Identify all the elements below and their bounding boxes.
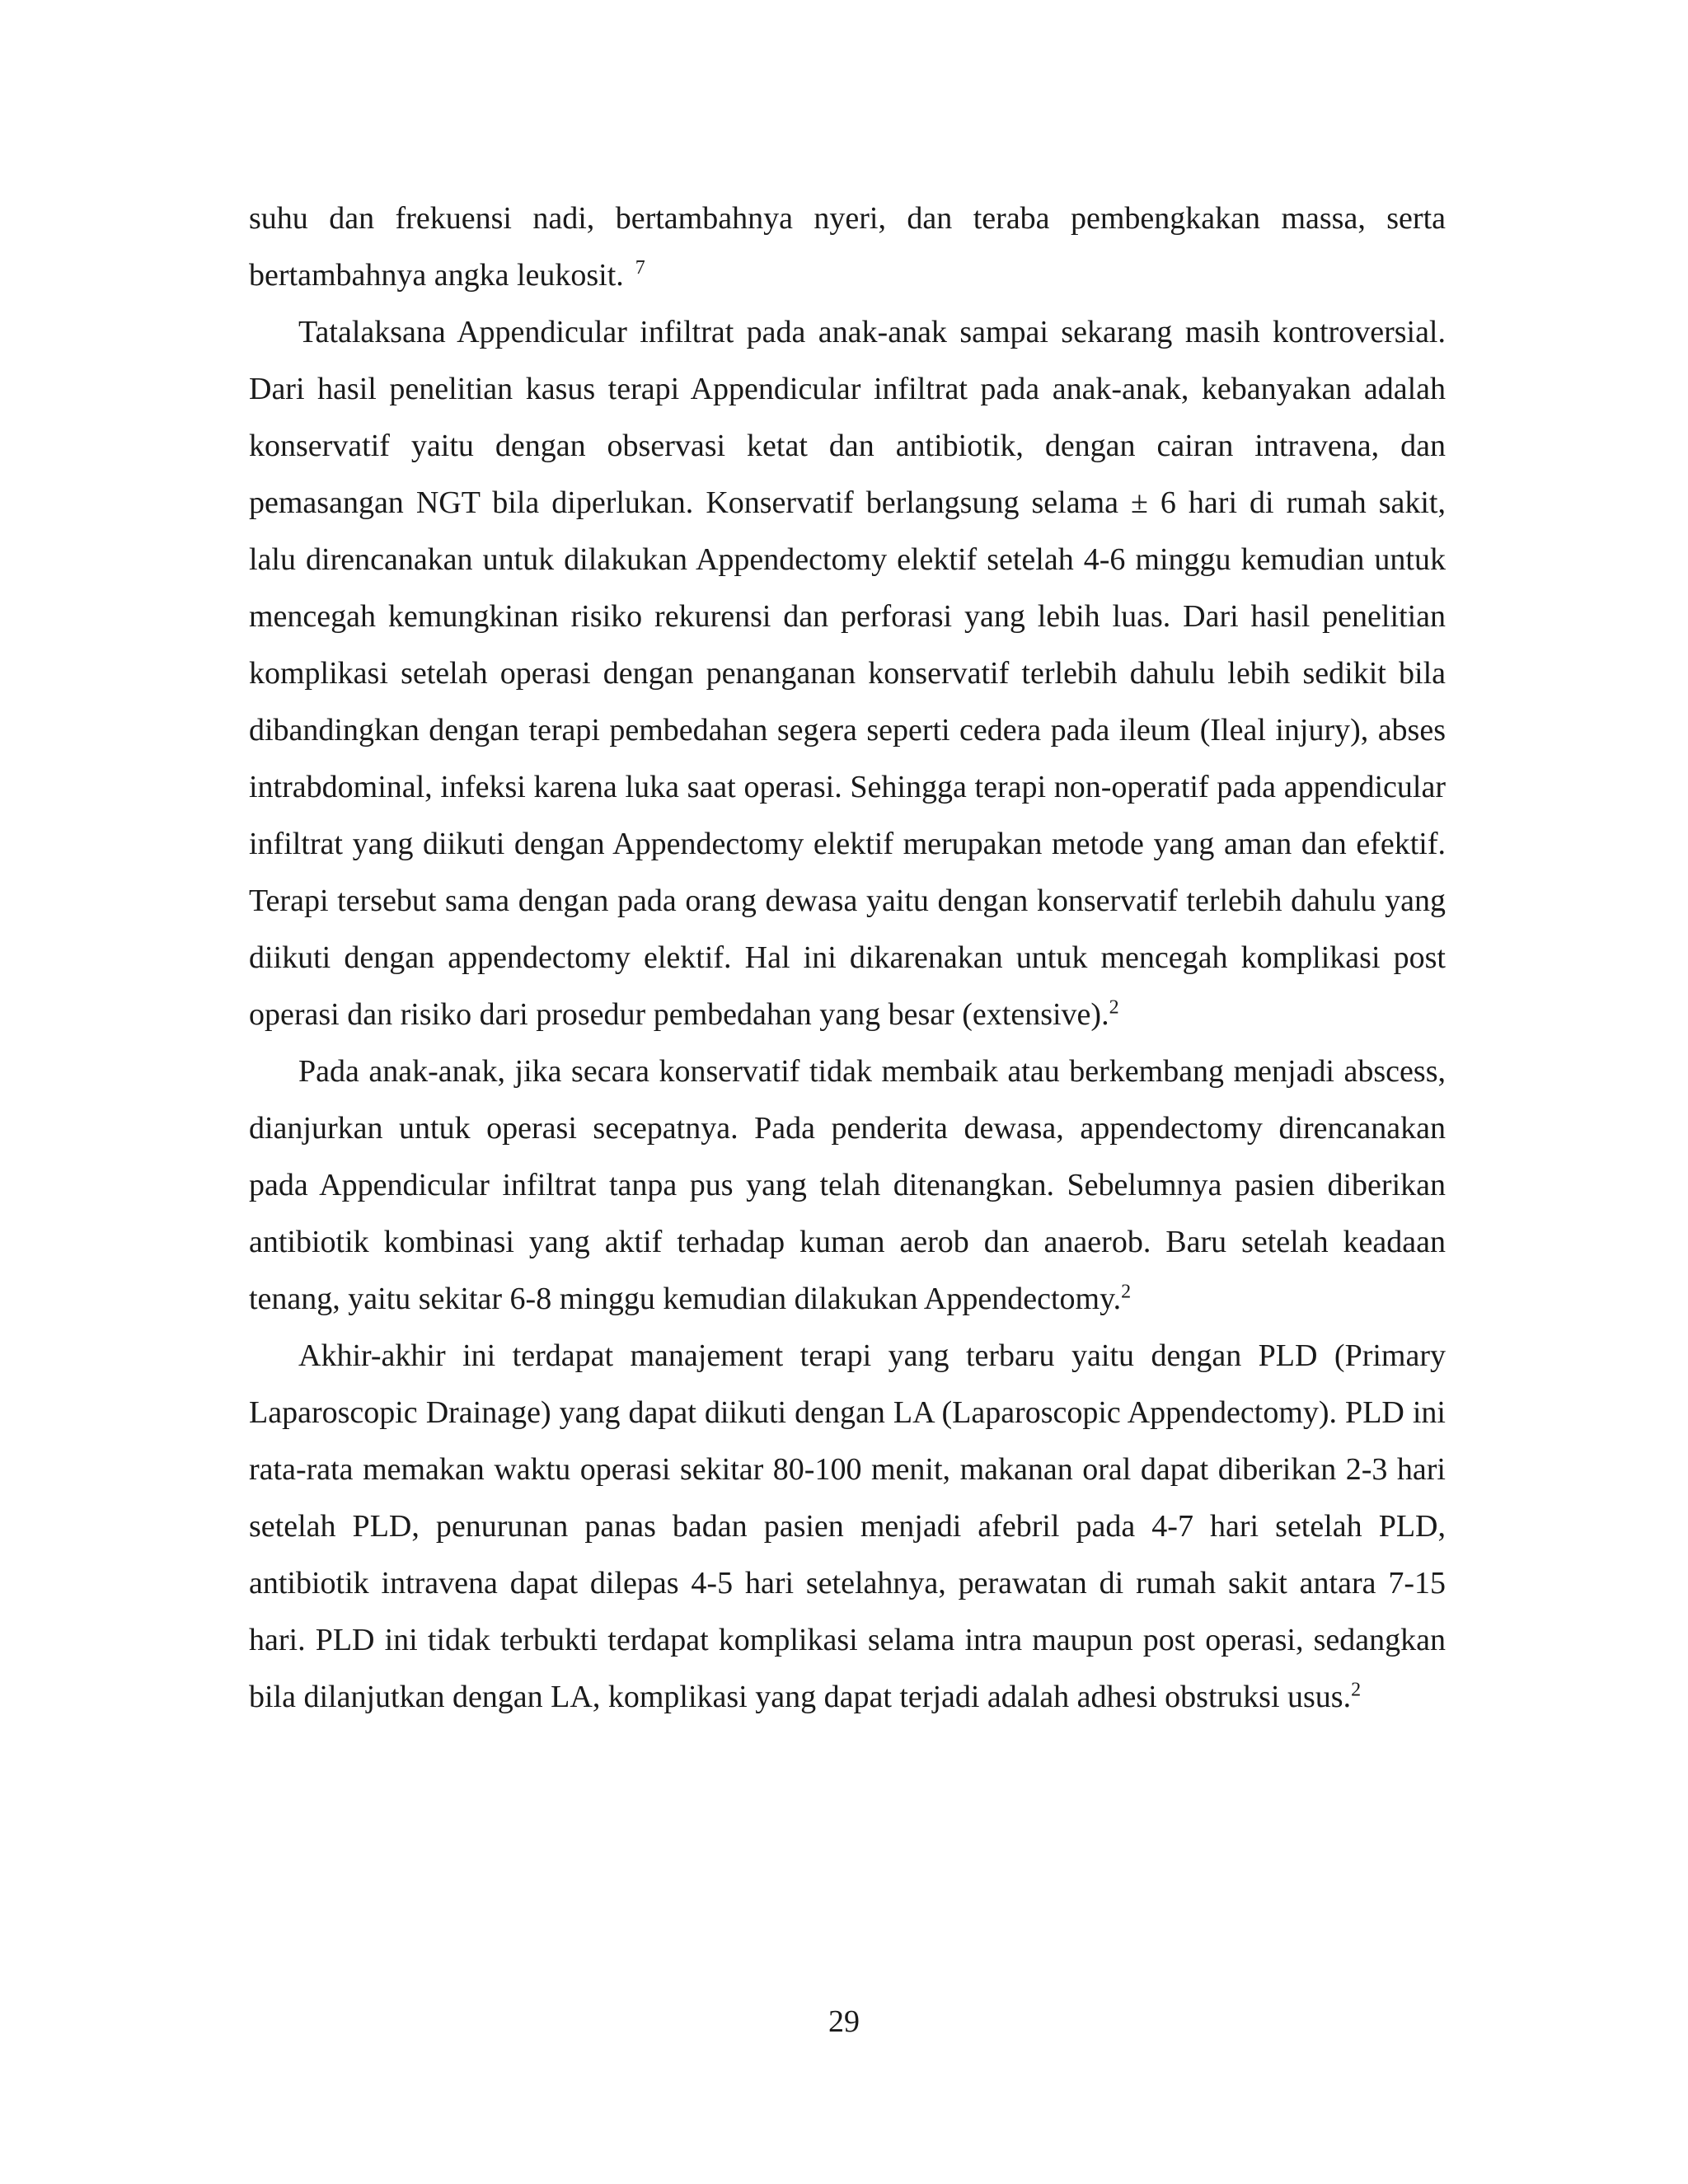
paragraph-pld	[249, 1328, 1446, 1726]
page-number: 29	[828, 2004, 860, 2039]
paragraph-continuation	[249, 190, 1446, 304]
paragraph-text: Tatalaksana Appendicular infiltrat pada anak-anak sampai sekarang masih kontroversial. Dari hasil penelitian kasus terapi Appendicular infiltrat pada anak-anak, kebanyakan adalah konservatif yaitu dengan observasi ketat dan antibiotik, dengan cairan intravena, dan pemasangan NGT bila diperlukan. Konservatif berlangsung selama ± 6 hari di rumah sakit, lalu direncanakan untuk dilakukan Appendectomy elektif setelah 4-6 minggu kemudian untuk mencegah kemungkinan risiko rekurensi dan perforasi yang lebih luas. Dari hasil penelitian komplikasi setelah operasi dengan penanganan konservatif terlebih dahulu lebih sedikit bila dibandingkan dengan terapi pembedahan segera seperti cedera pada ileum (Ileal injury), abses intrabdominal, infeksi karena luka saat operasi. Sehingga terapi non-operatif pada appendicular infiltrat yang diikuti dengan Appendectomy elektif merupakan metode yang aman dan efektif. Terapi tersebut sama dengan pada orang dewasa yaitu dengan konservatif terlebih dahulu yang diikuti dengan appendectomy elektif. Hal ini dikarenakan untuk mencegah komplikasi post operasi dan risiko dari prosedur pembedahan yang besar (extensive).	[249, 315, 1446, 1032]
paragraph-text: Pada anak-anak, jika secara konservatif tidak membaik atau berkembang menjadi abscess, dianjurkan untuk operasi secepatnya. Pada penderita dewasa, appendectomy direncanakan pada Appendicular infiltrat tanpa pus yang telah ditenangkan. Sebelumnya pasien diberikan antibiotik kombinasi yang aktif terhadap kuman aerob dan anaerob. Baru setelah keadaan tenang, yaitu sekitar 6-8 minggu kemudian dilakukan Appendectomy.	[249, 1054, 1446, 1316]
citation-reference: 2	[1351, 1679, 1362, 1701]
citation-reference: 7	[635, 257, 645, 279]
paragraph-text: suhu dan frekuensi nadi, bertambahnya nyeri, dan teraba pembengkakan massa, serta bertambahnya angka leukosit.	[249, 201, 1446, 293]
paragraph-text: Akhir-akhir ini terdapat manajement terapi yang terbaru yaitu dengan PLD (Primary Laparoscopic Drainage) yang dapat diikuti dengan LA (Laparoscopic Appendectomy). PLD ini rata-rata memakan waktu operasi sekitar 80-100 menit, makanan oral dapat diberikan 2-3 hari setelah PLD, penurunan panas badan pasien menjadi afebril pada 4-7 hari setelah PLD, antibiotik intravena dapat dilepas 4-5 hari setelahnya, perawatan di rumah sakit antara 7-15 hari. PLD ini tidak terbukti terdapat komplikasi selama intra maupun post operasi, sedangkan bila dilanjutkan dengan LA, komplikasi yang dapat terjadi adalah adhesi obstruksi usus.	[249, 1338, 1446, 1714]
citation-reference: 2	[1109, 996, 1119, 1019]
citation-reference: 2	[1121, 1281, 1132, 1303]
paragraph-anak-anak	[249, 1043, 1446, 1328]
body-text	[249, 190, 1446, 1726]
paragraph-tatalaksana	[249, 304, 1446, 1043]
